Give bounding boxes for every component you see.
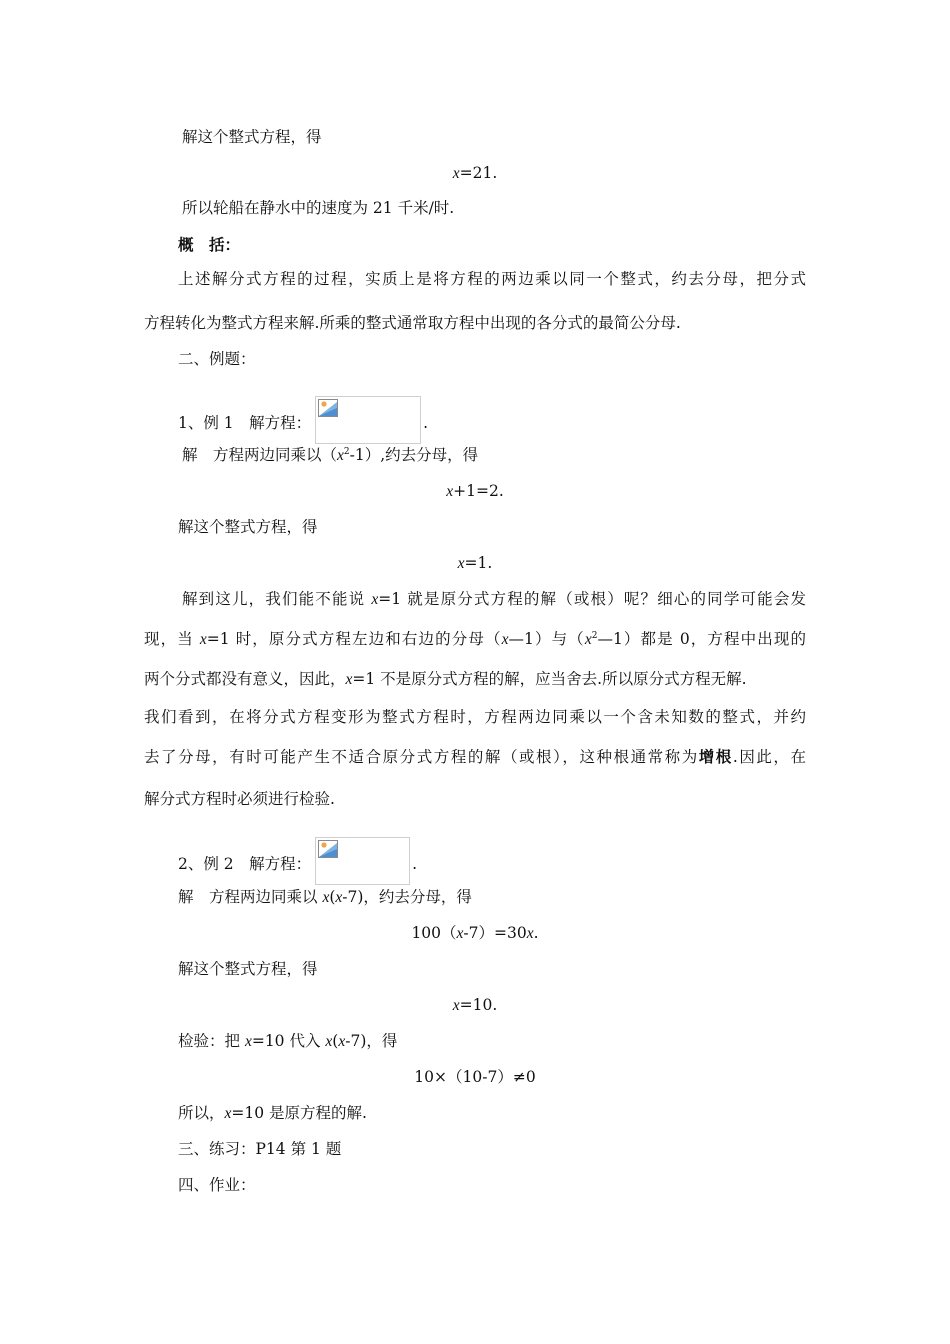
example-end: . <box>423 414 429 432</box>
section-heading: 三、练习：P14 第 1 题 <box>178 1140 342 1158</box>
exponent: 2 <box>343 447 350 457</box>
variable: x <box>446 483 454 500</box>
variable: x <box>337 447 344 464</box>
broken-image-icon <box>318 840 338 858</box>
section-heading: 概 括： <box>178 236 241 254</box>
text-line: 所以轮船在静水中的速度为 21 千米/时. <box>182 199 455 217</box>
check-line: 检验：把 x=10 代入 x(x-7)，得 <box>178 1032 398 1050</box>
example-1 <box>178 396 428 444</box>
example-label: 1、例 1 解方程： <box>178 414 312 432</box>
equation: x=10. <box>452 996 498 1014</box>
example-2 <box>178 837 417 885</box>
solution-line: 解 方程两边同乘以 x(x-7)，约去分母，得 <box>178 888 472 906</box>
text-line: 解这个整式方程，得 <box>178 960 318 978</box>
example-label: 2、例 2 解方程： <box>178 855 312 873</box>
solution-text: -1）,约去分母，得 <box>349 446 479 464</box>
section-heading: 四、作业： <box>178 1176 256 1194</box>
equation-text: =21. <box>459 164 498 182</box>
text-line: 解这个整式方程，得 <box>182 128 322 146</box>
equation <box>0 552 950 575</box>
equation-image <box>315 396 421 444</box>
paragraph-line: 现，当 x=1 时，原分式方程左边和右边的分母（x—1）与$(x^2—1)$都是 0，方程中出现的 <box>144 630 806 648</box>
equation-text: +1=2. <box>453 482 504 500</box>
text-line: 解这个整式方程，得 <box>178 518 318 536</box>
conclusion-line: 所以，x=10 是原方程的解. <box>178 1104 367 1122</box>
equation-text: =1. <box>464 554 493 572</box>
paragraph-line: 方程转化为整式方程来解.所乘的整式通常取方程中出现的各分式的最简公分母. <box>144 314 681 332</box>
paragraph-line: 解到这儿，我们能不能说 x=1 就是原分式方程的解（或根）呢？细心的同学可能会发 <box>182 590 807 608</box>
paragraph-line: 两个分式都没有意义，因此，x=1 不是原分式方程的解，应当舍去.所以原分式方程无解. <box>144 670 747 688</box>
equation <box>0 162 950 185</box>
equation <box>0 480 950 503</box>
equation: 100（x-7）=30x. <box>411 924 539 942</box>
broken-image-icon <box>318 399 338 417</box>
variable: x <box>452 165 460 182</box>
example-end: . <box>412 855 418 873</box>
solution-line <box>182 444 478 467</box>
key-term: 增根 <box>698 748 733 766</box>
solution-text: 解 方程两边同乘以（ <box>182 446 338 464</box>
paragraph-line: 上述解分式方程的过程，实质上是将方程的两边乘以同一个整式，约去分母，把分式 <box>178 270 806 288</box>
paragraph-line: 解分式方程时必须进行检验. <box>144 790 335 808</box>
variable: x <box>457 555 465 572</box>
paragraph-line: 去了分母，有时可能产生不适合原分式方程的解（或根），这种根通常称为增根.因此，在 <box>144 748 806 766</box>
section-heading: 二、例题： <box>178 350 256 368</box>
paragraph-line: 我们看到，在将分式方程变形为整式方程时，方程两边同乘以一个含未知数的整式，并约 <box>144 708 806 726</box>
equation-image <box>315 837 410 885</box>
equation: 10×（10-7）≠0 <box>414 1068 536 1086</box>
